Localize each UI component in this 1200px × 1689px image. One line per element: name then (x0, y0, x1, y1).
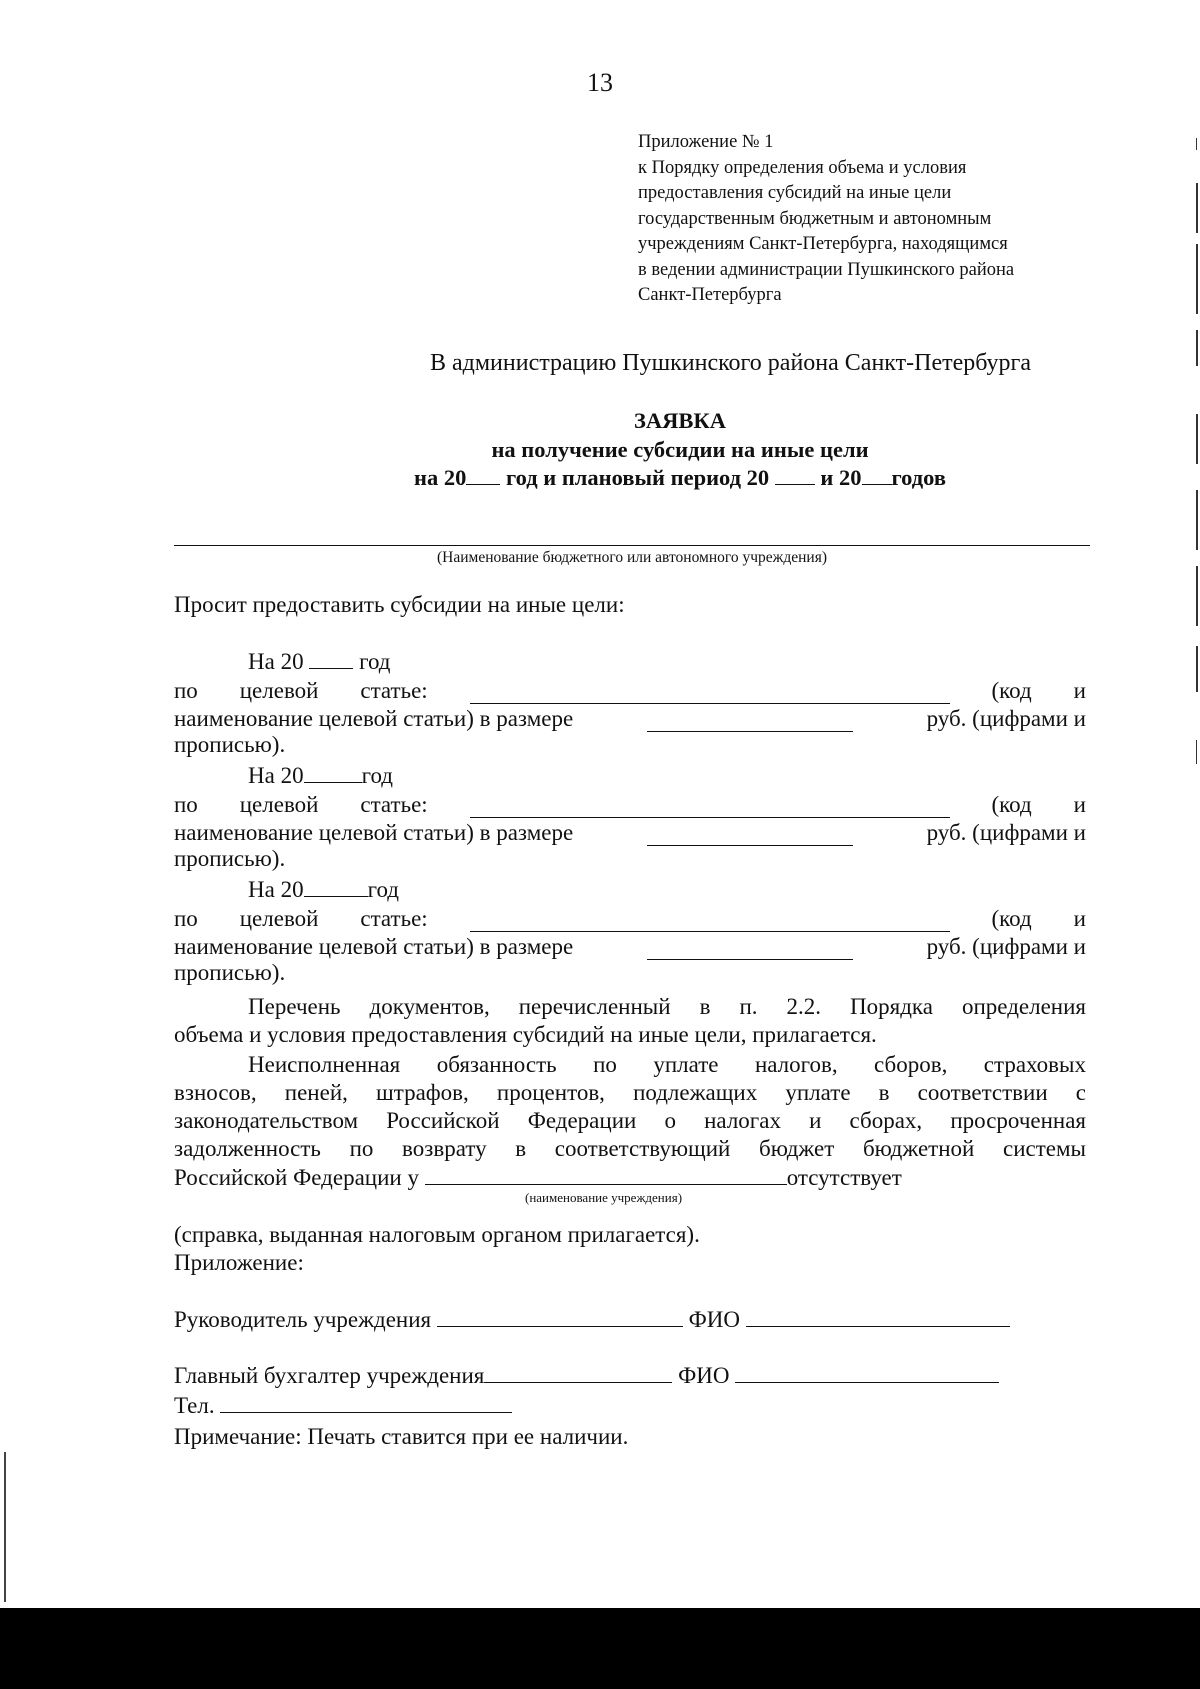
scan-margin-mark (1196, 740, 1197, 764)
word: и (1073, 678, 1086, 703)
year-blank[interactable] (775, 464, 815, 485)
word: (код (991, 678, 1032, 703)
head-signature-field[interactable] (437, 1306, 683, 1327)
word: целевой (239, 792, 319, 817)
appendix-line: Санкт-Петербурга (638, 285, 782, 305)
amount-field[interactable] (647, 711, 853, 732)
org-name-caption: (Наименование бюджетного или автономного учреждения) (436, 549, 828, 566)
title-line-1: ЗАЯВКА (634, 408, 726, 433)
institution-name-caption: (наименование учреждения) (525, 1190, 683, 1205)
scan-margin-mark (1196, 414, 1198, 464)
year-suffix: год (361, 763, 393, 788)
appendix-reference (638, 130, 1014, 309)
scan-margin-mark (1196, 330, 1198, 366)
scan-margin-mark (1196, 244, 1198, 314)
amount-line-2 (174, 818, 1086, 846)
scan-margin-mark (1196, 646, 1198, 692)
year-blank[interactable] (304, 876, 368, 897)
head-signature-line (174, 1306, 1086, 1334)
scan-bottom-bar (0, 1608, 1200, 1689)
obligation-line-5 (174, 1164, 1086, 1192)
words-line-2: прописью). (174, 846, 286, 871)
phone-field[interactable] (220, 1392, 512, 1413)
appendix-line: государственным бюджетным и автономным (638, 208, 992, 229)
accountant-signature-field[interactable] (484, 1362, 672, 1383)
word: статье: (360, 792, 428, 817)
word: по (174, 792, 198, 817)
amount-label: наименование целевой статьи) в размере (174, 934, 574, 959)
fio-label: ФИО (678, 1363, 730, 1388)
scan-margin-mark (1196, 138, 1197, 150)
institution-name-field[interactable] (425, 1164, 787, 1185)
document-title (140, 407, 1200, 493)
fio-label: ФИО (688, 1307, 740, 1332)
addressee: В администрацию Пушкинского района Санкт-Петербурга (430, 350, 1032, 376)
request-intro: Просит предоставить субсидии на иные цели: (174, 592, 625, 617)
word: и (1073, 792, 1086, 817)
documents-paragraph-line-1: Перечень документов, перечисленный в п. 2.2. Порядка определения (248, 994, 1086, 1019)
phone-label: Тел. (174, 1393, 215, 1418)
word: целевой (239, 906, 319, 931)
word: и (1073, 906, 1086, 931)
year-blank[interactable] (862, 464, 892, 485)
org-name-field[interactable] (174, 545, 1090, 546)
amount-field[interactable] (647, 825, 853, 846)
year-blank[interactable] (309, 648, 353, 669)
word: (код (991, 792, 1032, 817)
appendix-line: предоставления субсидий на иные цели (638, 183, 952, 203)
scan-margin-mark (1196, 566, 1198, 626)
amount-suffix: руб. (цифрами и (926, 820, 1086, 845)
amount-line-3 (174, 932, 1086, 960)
title-text: годов (891, 465, 946, 490)
accountant-signature-line (174, 1362, 1086, 1390)
target-article-line-1 (174, 676, 1086, 704)
obligation-text: отсутствует (786, 1165, 902, 1190)
amount-label: наименование целевой статьи) в размере (174, 820, 574, 845)
attachment-label: Приложение: (174, 1250, 304, 1275)
year-line-3 (248, 876, 1086, 904)
obligation-line-2: взносов, пеней, штрафов, процентов, подлежащих уплате в соответствии с (174, 1080, 1086, 1105)
target-article-field[interactable] (470, 797, 950, 818)
year-prefix: На 20 (248, 763, 304, 788)
appendix-line: к Порядку определения объема и условия (638, 157, 967, 178)
word: статье: (360, 906, 428, 931)
amount-suffix: руб. (цифрами и (926, 934, 1086, 959)
target-article-field[interactable] (470, 911, 950, 932)
title-text: год и плановый период 20 (505, 465, 770, 490)
amount-field[interactable] (647, 939, 853, 960)
appendix-line: в ведении администрации Пушкинского района (638, 259, 1015, 280)
stamp-note: Примечание: Печать ставится при ее наличии. (174, 1424, 629, 1449)
head-label: Руководитель учреждения (174, 1307, 432, 1332)
scan-left-mark (4, 1452, 6, 1602)
title-text: на 20 (414, 465, 467, 490)
target-article-line-2 (174, 790, 1086, 818)
year-blank[interactable] (466, 464, 500, 485)
title-text: и 20 (820, 465, 862, 490)
title-line-2: на получение субсидии на иные цели (491, 436, 869, 462)
appendix-line: Приложение № 1 (638, 132, 774, 152)
year-prefix: На 20 (248, 877, 304, 902)
title-line-3 (140, 464, 1200, 493)
year-prefix: На 20 (248, 649, 304, 674)
year-suffix: год (359, 649, 391, 674)
word: целевой (239, 678, 319, 703)
obligation-line-3: законодательством Российской Федерации о налогах и сборах, просроченная (174, 1108, 1086, 1133)
appendix-line: учреждениям Санкт-Петербурга, находящимся (638, 234, 1008, 254)
obligation-line-1: Неисполненная обязанность по уплате налогов, сборов, страховых (248, 1052, 1086, 1077)
target-article-line-3 (174, 904, 1086, 932)
obligation-line-4: задолженность по возврату в соответствующий бюджет бюджетной системы (174, 1136, 1086, 1161)
head-fio-field[interactable] (746, 1306, 1010, 1327)
accountant-label: Главный бухгалтер учреждения (174, 1363, 485, 1388)
phone-line (174, 1392, 1086, 1420)
amount-label: наименование целевой статьи) в размере (174, 706, 574, 731)
scan-margin-mark (1196, 183, 1198, 233)
words-line-1: прописью). (174, 732, 286, 757)
words-line-3: прописью). (174, 960, 286, 985)
amount-line-1 (174, 704, 1086, 732)
word: по (174, 906, 198, 931)
word: по (174, 678, 198, 703)
word: (код (991, 906, 1032, 931)
year-line-2 (248, 762, 1086, 790)
accountant-fio-field[interactable] (735, 1362, 999, 1383)
obligation-text: Российской Федерации у (174, 1165, 419, 1190)
documents-paragraph-line-2: объема и условия предоставления субсидий на иные цели, прилагается. (174, 1022, 877, 1047)
word: статье: (360, 678, 428, 703)
certificate-note: (справка, выданная налоговым органом прилагается). (174, 1222, 700, 1247)
year-line-1 (248, 648, 1086, 676)
year-blank[interactable] (304, 762, 362, 783)
amount-suffix: руб. (цифрами и (926, 706, 1086, 731)
page-number: 13 (587, 68, 613, 97)
scan-margin-mark (1196, 490, 1198, 550)
year-suffix: год (367, 877, 399, 902)
target-article-field[interactable] (470, 683, 950, 704)
